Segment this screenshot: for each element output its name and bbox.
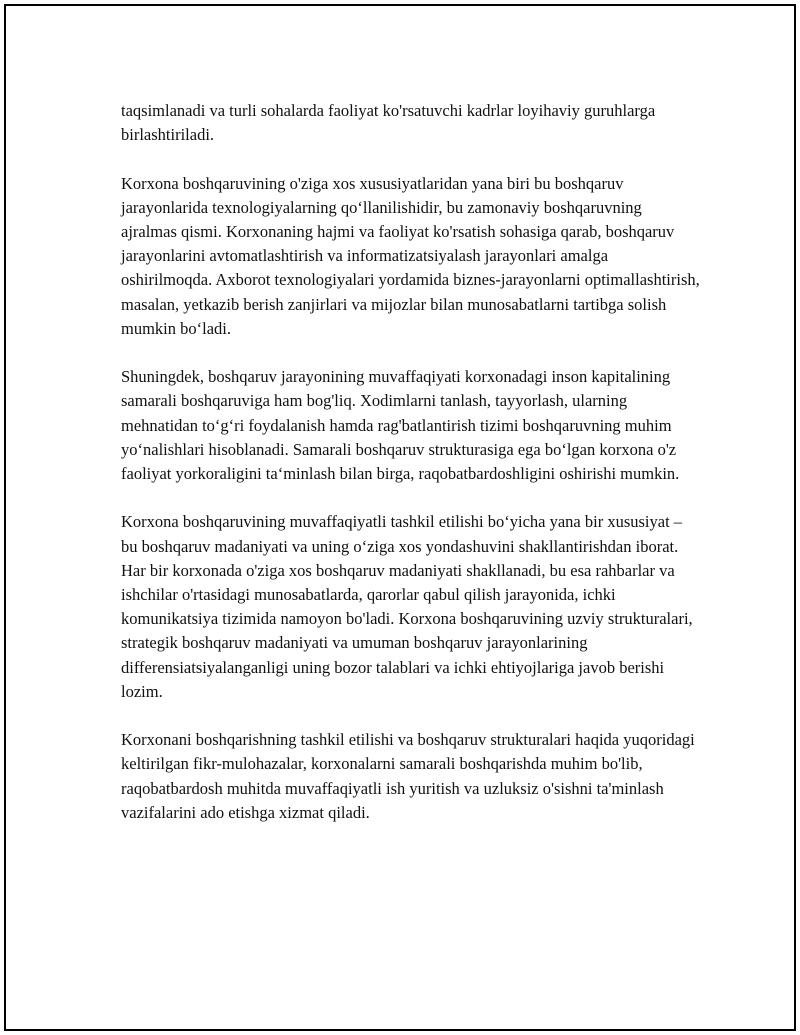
paragraph: taqsimlanadi va turli sohalarda faoliyat ko'rsatuvchi kadrlar loyihaviy guruhlarga birlashtiriladi. <box>121 101 656 145</box>
page-frame <box>4 4 796 1031</box>
paragraph: Korxona boshqaruvining o'ziga xos xususiyatlaridan yana biri bu boshqaruv jarayonlarida texnologiyalarning qo‘llanilishidir, bu zamonaviy boshqaruvning ajralmas qismi. Korxonaning hajmi va faoliyat ko'rsatish sohasiga qarab, boshqaruv jarayonlarini avtomatlashtirish va informatizatsiyalash jarayonlari amalga oshirilmoqda. Axborot texnologiyalari yordamida biznes-jarayonlarni optimallashtirish, masalan, yetkazib berish zanjirlari va mijozlar bilan munosabatlarni tartibga solish mumkin bo‘ladi. <box>121 173 700 338</box>
paragraph: Korxonani boshqarishning tashkil etilishi va boshqaruv strukturalari haqida yuqoridagi keltirilgan fikr-mulohazalar, korxonalarni samarali boshqarishda muhim bo'lib, raqobatbardosh muhitda muvaffaqiyatli ish yuritish va uzluksiz o'sishni ta'minlash vazifalarini ado etishga xizmat qiladi. <box>121 730 695 822</box>
paragraph: Korxona boshqaruvining muvaffaqiyatli tashkil etilishi bo‘yicha yana bir xususiyat – bu boshqaruv madaniyati va uning o‘ziga xos yondashuvini shakllantirishdan iborat. Har bir korxonada o'ziga xos boshqaruv madaniyati shakllanadi, bu esa rahbarlar va ishchilar o'rtasidagi munosabatlarda, qarorlar qabul qilish jarayonida, ichki komunikatsiya tizimida namoyon bo'ladi. Korxona boshqaruvining uzviy strukturalari, strategik boshqaruv madaniyati va umuman boshqaruv jarayonlarining differensiatsiyalanganligi uning bozor talablari va ichki ehtiyojlariga javob berishi lozim. <box>121 512 693 701</box>
document-body <box>121 99 701 849</box>
paragraph: Shuningdek, boshqaruv jarayonining muvaffaqiyati korxonadagi inson kapitalining samarali boshqaruviga ham bog'liq. Xodimlarni tanlash, tayyorlash, ularning mehnatidan to‘g‘ri foydalanish hamda rag'batlantirish tizimi boshqaruvning muhim yo‘nalishlari hisoblanadi. Samarali boshqaruv strukturasiga ega bo‘lgan korxona o'z faoliyat yorkoraligini ta‘minlash bilan birga, raqobatbardoshligini oshirishi mumkin. <box>121 367 680 484</box>
